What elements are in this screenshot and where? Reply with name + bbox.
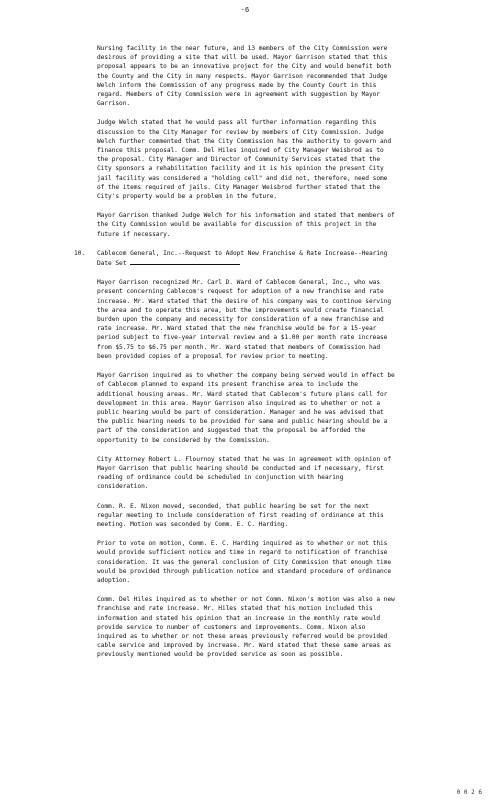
agenda-item-number: 10. (74, 249, 86, 257)
paragraph: Mayor Garrison recognized Mr. Carl D. Ward of Cablecom General, Inc., who was present concerning Cablecom's request for adoption of a new franchise and rate increase. Mr. Ward stated that the desire of his company was to continue serving the area and to operate this area, but the improvements would create financial burden upon the company and necessity for consideration of a new franchise and rate increase. Mr. Ward stated that the new franchise would be for a 15-year period subject to five-year interval review and a $1.00 per month rate increase from $5.75 to $6.75 per month. Mr. Ward stated that members of Commission had been provided copies of a proposal for review prior to meeting. (97, 279, 392, 360)
paragraph: Comm. Del Hiles inquired as to whether or not Comm. Nixon's motion was also a new franchise and rate increase. Mr. Hiles stated that his motion included this information and stated his opinion that an increase in the monthly rate would provide service to number of customers and improvements. Comm. Nixon also inquired as to whether or not these areas previously referred would be provided cable service and improved by increase. Mr. Ward stated that these same areas as previously mentioned would be provided service as soon as possible. (97, 596, 395, 659)
paragraph: Nursing facility in the near future, and 13 members of the City Commission were desirous of providing a site that will be used. Mayor Garrison stated that this proposal appears to be an innovative project for the City and would benefit both the County and the City in many respects. Mayor Garrison recommended that Judge Welch inform the Commission of any progress made by the County Court in this regard. Members of City Commission were in agreement with suggestion by Mayor Garrison. (97, 45, 392, 108)
title-underline (130, 258, 240, 265)
page-number: -6 (240, 6, 250, 14)
footer-mark: 0 0 2 6 (456, 789, 482, 796)
paragraph: Mayor Garrison inquired as to whether the company being served would in effect be of Cablecom planned to expand its present franchise area to include the additional housing areas. Mr. Ward stated that Cablecom's future plans call for development in this area. Mayor Garrison also inquired as to whether or not a public hearing would be part of consideration. Manager and he was advised that the public hearing needs to be provided for same and public hearing should be a part of the consideration and suggested that the proposal be afforded the opportunity to be considered by the Commission. (97, 372, 395, 444)
minutes-body (74, 44, 397, 670)
paragraph: Mayor Garrison thanked Judge Welch for his information and stated that members of the City Commission would be available for discussion of this project in the future if necessary. (97, 212, 395, 238)
paragraph: Judge Welch stated that he would pass all further information regarding this discussion to the City Manager for review by members of City Commission. Judge Welch further commented that the City Commission has the authority to govern and finance this proposal. Comm. Del Hiles inquired of City Manager Weisbrod as to the proposal. City Manager and Director of Community Services stated that the City sponsors a rehabilitation facility and it is his opinion the present City jail facility was considered a "holding cell" and did not, therefore, need some of the items required of jails. City Manager Weisbrod further stated that the City's property would be a problem in the future. (97, 119, 392, 201)
agenda-item-title: Cablecom General, Inc.--Request to Adopt New Franchise & Rate Increase--Hearing Date Set (97, 249, 388, 268)
paragraph: Comm. R. E. Nixon moved, seconded, that public hearing be set for the next regular meeting to include consideration of first reading of ordinance at this meeting. Motion was seconded by Comm. E. C. Harding. (97, 502, 384, 528)
paragraph: City Attorney Robert L. Flournoy stated that he was in agreement with opinion of Mayor Garrison that public hearing should be conducted and if necessary, first reading of ordinance could be scheduled in conjunction with hearing consideration. (97, 455, 392, 491)
paragraph: Prior to vote on motion, Comm. E. C. Harding inquired as to whether or not this would provide sufficient notice and time in regard to notification of franchise consideration. It was the general conclusion of City Commission that enough time would be provided through publication notice and standard procedure of ordinance adoption. (97, 540, 392, 584)
agenda-item-heading (74, 249, 397, 268)
